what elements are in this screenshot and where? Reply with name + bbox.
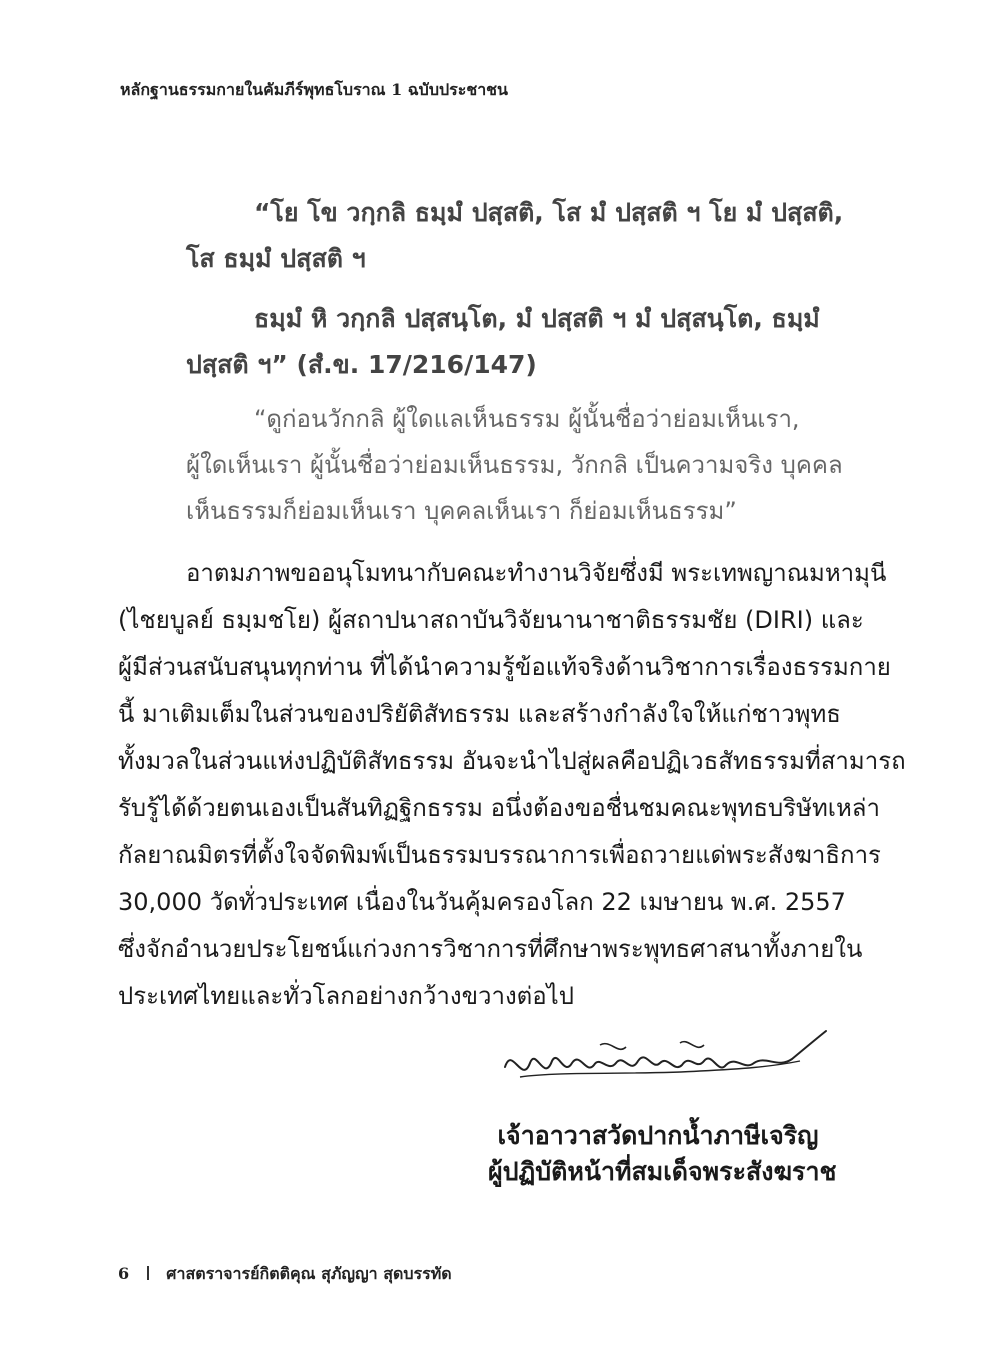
body-line-10: ประเทศไทยและทั่วโลกอย่างกว้างขวางต่อไป [118, 982, 574, 1010]
signatory-title-line-1: เจ้าอาวาสวัดปากน้ำภาษีเจริญ [497, 1121, 819, 1150]
body-line-6: รับรู้ได้ด้วยตนเองเป็นสันทิฏฐิกธรรม อนึ่งต้องขอชื่นชมคณะพุทธบริษัทเหล่า [118, 794, 880, 822]
body-line-3: ผู้มีส่วนสนับสนุนทุกท่าน ที่ได้นำความรู้ข้อแท้จริงด้านวิชาการเรื่องธรรมกาย [118, 653, 891, 681]
body-line-9: ซึ่งจักอำนวยประโยชน์แก่วงการวิชาการที่ศึกษาพระพุทธศาสนาทั้งภายใน [118, 935, 863, 963]
thai-quote-line-3: เห็นธรรมก็ย่อมเห็นเรา บุคคลเห็นเรา ก็ย่อมเห็นธรรม” [186, 497, 737, 525]
footer-author: ศาสตราจารย์กิตติคุณ สุภัญญา สุดบรรทัด [166, 1264, 452, 1283]
pali-quote-line-2: โส ธมฺมํ ปสฺสติ ฯ [186, 244, 366, 273]
body-line-8: 30,000 วัดทั่วประเทศ เนื่องในวันคุ้มครองโลก 22 เมษายน พ.ศ. 2557 [118, 888, 846, 916]
running-header: หลักฐานธรรมกายในคัมภีร์พุทธโบราณ 1 ฉบับประชาชน [120, 80, 508, 99]
body-line-7: กัลยาณมิตรที่ตั้งใจจัดพิมพ์เป็นธรรมบรรณาการเพื่อถวายแด่พระสังฆาธิการ [118, 841, 881, 869]
pali-quote-line-1: “โย โข วกฺกลิ ธมฺมํ ปสฺสติ, โส มํ ปสฺสติ ฯ โย มํ ปสฺสติ, [254, 198, 844, 227]
handwritten-signature [500, 1025, 830, 1095]
thai-quote-line-2: ผู้ใดเห็นเรา ผู้นั้นชื่อว่าย่อมเห็นธรรม, วักกลิ เป็นความจริง บุคคล [186, 451, 843, 479]
body-line-1: อาตมภาพขออนุโมทนากับคณะทำงานวิจัยซึ่งมี พระเทพญาณมหามุนี [186, 559, 887, 587]
pali-quote-line-4: ปสฺสติ ฯ” (สํ.ข. 17/216/147) [186, 350, 537, 379]
body-line-2: (ไชยบูลย์ ธมฺมชโย) ผู้สถาปนาสถาบันวิจัยนานาชาติธรรมชัย (DIRI) และ [118, 606, 864, 634]
pali-quote-line-3: ธมฺมํ หิ วกฺกลิ ปสฺสนฺโต, มํ ปสฺสติ ฯ มํ ปสฺสนฺโต, ธมฺมํ [254, 304, 820, 333]
page-number: 6 [118, 1264, 130, 1283]
signatory-title-line-2: ผู้ปฏิบัติหน้าที่สมเด็จพระสังฆราช [488, 1157, 837, 1186]
footer-separator [147, 1266, 149, 1280]
thai-quote-line-1: “ดูก่อนวักกลิ ผู้ใดแลเห็นธรรม ผู้นั้นชื่อว่าย่อมเห็นเรา, [254, 405, 800, 433]
body-line-5: ทั้งมวลในส่วนแห่งปฏิบัติสัทธรรม อันจะนำไปสู่ผลคือปฏิเวธสัทธรรมที่สามารถ [118, 747, 906, 775]
page-footer [118, 1262, 452, 1287]
body-line-4: นี้ มาเติมเต็มในส่วนของปริยัติสัทธรรม และสร้างกำลังใจให้แก่ชาวพุทธ [118, 700, 841, 728]
